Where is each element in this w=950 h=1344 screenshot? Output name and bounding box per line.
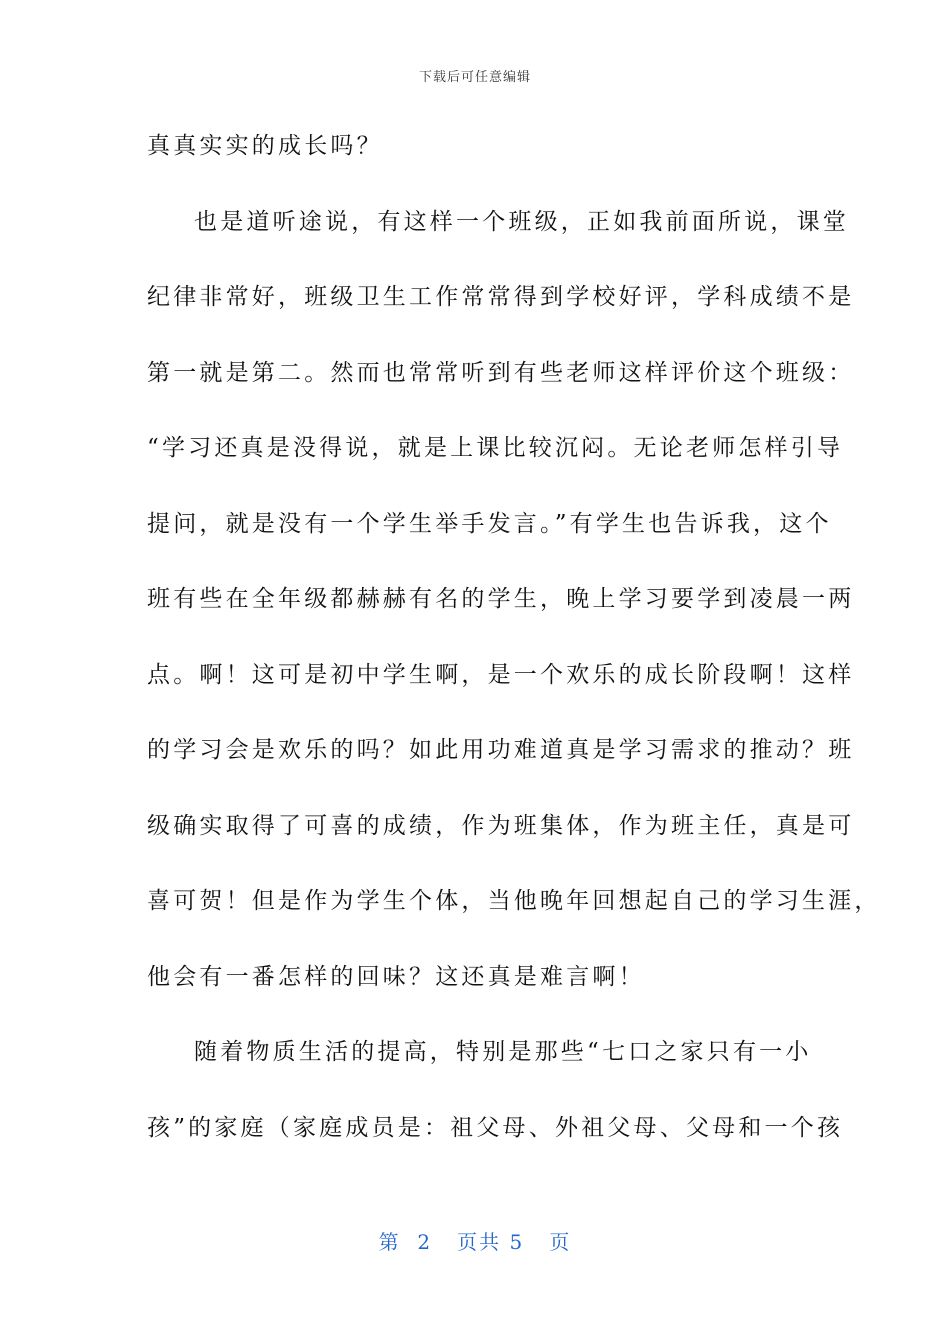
text-line: 孩”的家庭（家庭成员是：祖父母、外祖父母、父母和一个孩 (147, 1114, 844, 1141)
text-line: 纪律非常好，班级卫生工作常常得到学校好评，学科成绩不是 (147, 284, 855, 310)
text-line: “学习还真是没得说，就是上课比较沉闷。无论老师怎样引导 (147, 435, 844, 461)
text-line: 班有些在全年级都赫赫有名的学生，晚上学习要学到凌晨一两 (147, 586, 855, 612)
paragraph-start-line: 也是道听途说，有这样一个班级，正如我前面所说，课堂 (194, 208, 849, 235)
text-line: 级确实取得了可喜的成绩，作为班集体，作为班主任，真是可 (147, 812, 855, 839)
document-body (147, 122, 881, 1179)
text-line: 喜可贺！但是作为学生个体，当他晚年回想起自己的学习生涯， (147, 888, 881, 914)
text-line: 提问，就是没有一个学生举手发言。”有学生也告诉我，这个 (147, 510, 832, 537)
text-line: 他会有一番怎样的回味？这还真是难言啊！ (147, 963, 645, 990)
page-number-footer: 第 2 页共 5 页 (378, 1230, 572, 1254)
text-line: 真真实实的成长吗？ (147, 133, 383, 159)
text-line: 第一就是第二。然而也常常听到有些老师这样评价这个班级： (147, 359, 855, 386)
text-line: 的学习会是欢乐的吗？如此用功难道真是学习需求的推动？班 (147, 737, 855, 763)
page-header: 下载后可任意编辑 (418, 70, 531, 85)
paragraph-start-line: 随着物质生活的提高，特别是那些“七口之家只有一小 (194, 1039, 812, 1065)
text-line: 点。啊！这可是初中学生啊，是一个欢乐的成长阶段啊！这样 (147, 661, 855, 688)
